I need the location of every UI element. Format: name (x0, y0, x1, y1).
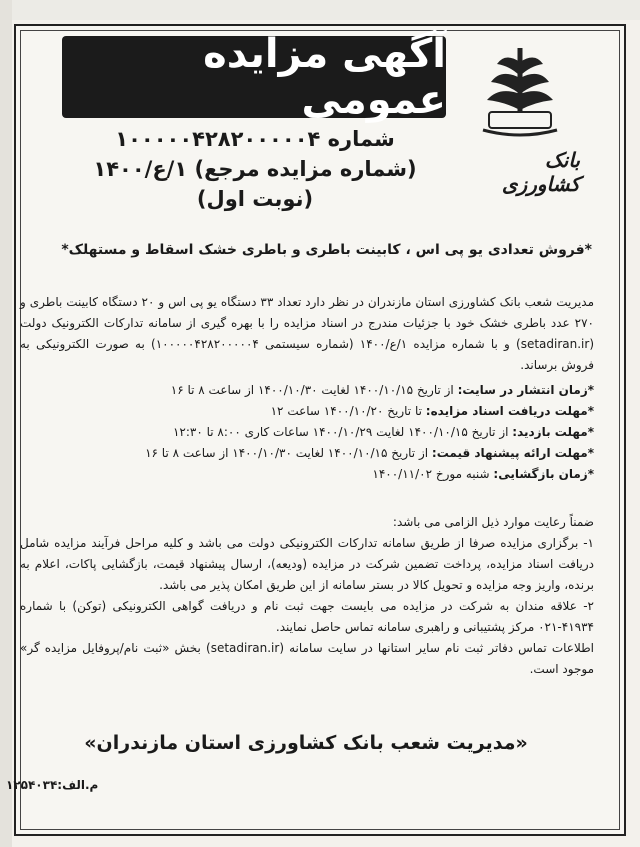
schedule-value: از تاریخ ۱۴۰۰/۱۰/۱۵ لغایت ۱۴۰۰/۱۰/۳۰ از ساعت ۸ تا ۱۶ (145, 446, 432, 460)
schedule-list (20, 380, 594, 485)
title-banner (62, 31, 446, 123)
schedule-item (20, 443, 594, 464)
schedule-value: شنبه مورخ ۱۴۰۰/۱۱/۰۲ (372, 467, 494, 481)
bank-name: بانک کشاورزی (501, 148, 580, 196)
intro-paragraph: مدیریت شعب بانک کشاورزی استان مازندران در نظر دارد تعداد ۳۳ دستگاه یو پی اس و ۲۰ دستگاه کابینت باطری و ۲۷۰ عدد باطری خشک خود با جزئیات مندرج در اسناد مزایده را با بهره گیری از سامانه تدارکات الکترونیک دولت (setadiran.ir) و با شماره مزایده ۱/ع/۱۴۰۰ (شماره سیستمی ۱۰۰۰۰۰۴۲۸۲۰۰۰۰۰۴) به صورت الکترونیکی به فروش برساند. (20, 295, 595, 372)
schedule-label: *مهلت ارائه پیشنهاد قیمت: (431, 446, 594, 460)
turn-label: (نوبت اول) (196, 187, 314, 211)
schedule-label: *زمان انتشار در سایت: (457, 383, 594, 397)
schedule-value: تا تاریخ ۱۴۰۰/۱۰/۲۰ ساعت ۱۲ (270, 404, 426, 418)
tender-numbers (70, 124, 440, 214)
wheat-emblem-icon (475, 42, 565, 142)
publication-code: م.الف:۱۲۵۴۰۳۴ (6, 778, 99, 792)
schedule-label: *مهلت دریافت اسناد مزایده: (425, 404, 594, 418)
issuer-signature: «مدیریت شعب بانک کشاورزی استان مازندران» (84, 732, 528, 754)
schedule-item (20, 401, 594, 422)
requirements-section (20, 512, 594, 680)
scan-left-edge (0, 0, 12, 847)
bank-logo (460, 42, 580, 218)
scan-top-edge (0, 0, 640, 20)
schedule-item (20, 380, 594, 401)
requirement-item-2: ۲- علاقه مندان به شرکت در مزایده می بایست جهت ثبت نام و دریافت گواهی الکترونیکی (توکن) با شماره ۴۱۹۳۴-۰۲۱ مرکز پشتیبانی و راهبری سامانه تماس حاصل نمایند. (20, 599, 594, 634)
schedule-value: از تاریخ ۱۴۰۰/۱۰/۱۵ لغایت ۱۴۰۰/۱۰/۲۹ ساعات کاری ۸:۰۰ تا ۱۲:۳۰ (172, 425, 513, 439)
schedule-value: از تاریخ ۱۴۰۰/۱۰/۱۵ لغایت ۱۴۰۰/۱۰/۳۰ از ساعت ۸ تا ۱۶ (170, 383, 458, 397)
requirements-lead: ضمناً رعایت موارد ذیل الزامی می باشد: (392, 515, 594, 529)
schedule-label: *مهلت بازدید: (512, 425, 594, 439)
tender-number: شماره ۱۰۰۰۰۰۴۲۸۲۰۰۰۰۰۴ (115, 127, 395, 151)
schedule-label: *زمان بازگشایی: (493, 467, 594, 481)
reference-number: (شماره مزایده مرجع) ۱/ع/۱۴۰۰ (93, 157, 417, 181)
page-title: آگهی مزایده عمومی (203, 31, 446, 123)
subject-heading: *فروش تعدادی یو پی اس ، کابینت باطری و باطری خشک اسقاط و مستهلک* (61, 242, 592, 258)
schedule-item (20, 422, 594, 443)
requirement-item-3: اطلاعات تماس دفاتر ثبت نام سایر استانها در سایت سامانه (setadiran.ir) بخش «ثبت نام/پروفایل مزایده گر» موجود است. (20, 641, 594, 676)
schedule-item (20, 464, 594, 485)
requirement-item-1: ۱- برگزاری مزایده صرفا از طریق سامانه تدارکات الکترونیکی دولت می باشد و کلیه مراحل فرآیند مزایده شامل دریافت اسناد مزایده، پرداخت تضمین شرکت در مزایده (ودیعه)، ارسال پیشنهاد قیمت، بازگشایی پاکات، اعلام به برنده، واریز وجه مزایده و تحویل کالا در بستر سامانه از این طریق امکان پذیر می باشد. (20, 536, 594, 592)
